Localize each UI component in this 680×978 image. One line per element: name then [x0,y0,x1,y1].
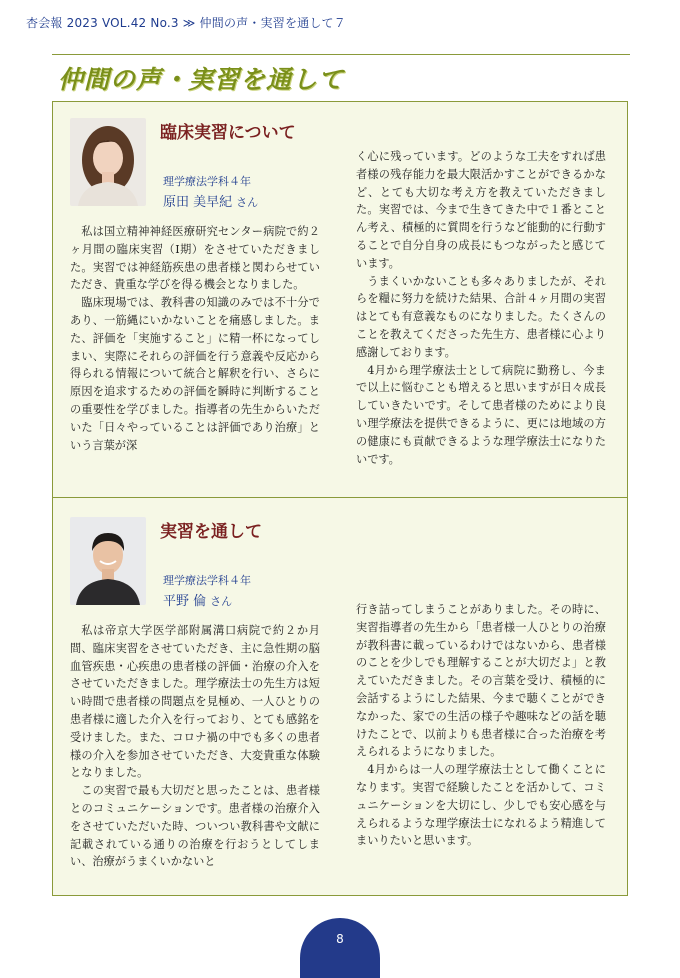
paragraph: 私は帝京大学医学部附属溝口病院で約２か月間、臨床実習をさせていただき、主に急性期の脳血管疾患・心疾患の患者様の評価・治療の介入をさせていただきました。理学療法士の先生方は短い時間で患者様の問題点を見極め、一人ひとりの患者様に適した介入を行っており、とても感銘を受けました。また、コロナ禍の中でも多くの患者様の介入を参加させていただき、大変貴重な体験となりました。 [70,624,320,780]
author-department: 理学療法学科４年 [163,175,251,188]
author-name-text: 原田 美早紀 [163,195,233,210]
author-department: 理学療法学科４年 [163,574,251,587]
article-heading: 実習を通して [160,522,262,542]
article-panel-1 [52,101,628,498]
paragraph: 臨床現場では、教科書の知識のみでは不十分であり、一筋縄にいかないことを痛感しました。また、評価を「実施すること」に精一杯になってしまい、実際にそれらの評価を行う意義や反応から得られる情報について統合と解釈を行い、さらに原因を追求するための評価を瞬時に判断することの重要性を学びました。指導者の先生からいただいた「日々やっていることは評価であり治療」という言葉が深 [70,296,320,452]
running-header: 杏会報 2023 VOL.42 No.3 ≫ 仲間の声・実習を通して７ [26,16,346,30]
article-heading: 臨床実習について [160,123,296,143]
paragraph: 4月から理学療法士として病院に勤務し、今まで以上に悩むことも増えると思いますが日々成長していきたいです。そして患者様のためにより良い理学療法を提供できるように、更には地域の方の健康にも貢献できるような理学療法士になりたいです。 [356,363,606,466]
paragraph: 4月からは一人の理学療法士として働くことになります。実習で経験したことを活かして、コミュニケーションを大切にし、少しでも安心感を与えられるような理学療法士になれるよう精進してまいりたいと思います。 [356,763,606,848]
article-column-right [356,601,606,850]
honorific: さん [210,595,233,608]
paragraph: 私は国立精神神経医療研究センター病院で約２ヶ月間の臨床実習（Ⅰ期）をさせていただきました。実習では神経筋疾患の患者様と関わらせていただき、貴重な学びを得る機会となりました。 [70,225,320,292]
paragraph: この実習で最も大切だと思ったことは、患者様とのコミュニケーションです。患者様の治療介入をさせていただいた時、ついつい教科書や文献に記載されている通りの治療を行おうとしてしまい、治療がうまくいかないと [70,784,320,869]
paragraph: 行き詰ってしまうことがありました。その時に、実習指導者の先生から「患者様一人ひとりの治療が教科書に載っているわけではないから、患者様のことを少しでも理解することが大切だよ」と教えていただきました。その言葉を受け、積極的に会話するようにした結果、今まで聴くことができなかった、家での生活の様子や趣味などの話を聴けたことで、以前よりも患者様に合った治療を考えられるようになりました。 [356,603,606,759]
paragraph: く心に残っています。どのような工夫をすれば患者様の残存能力を最大限活かすことができるかなど、とても大切な考え方を教えていただきました。実習では、今まで生きてきた中で１番とことん考え、積極的に質問を行うなど能動的に行動することで自分自身の成長にもつながったと感じています。 [356,150,606,270]
article-panel-2 [52,498,628,896]
author-name-text: 平野 倫 [163,594,207,609]
portrait-photo-2 [70,517,146,605]
article-column-right [356,148,606,468]
author-name [163,191,258,210]
page-number-tab [300,918,380,978]
page-number: 8 [336,932,344,946]
honorific: さん [236,196,259,209]
article-column-left [70,622,320,871]
page-title: 仲間の声・実習を通して [58,65,345,94]
article-column-left [70,223,320,454]
portrait-photo-1 [70,118,146,206]
author-name [163,590,232,609]
paragraph: うまくいかないことも多々ありましたが、それらを糧に努力を続けた結果、合計４ヶ月間の実習はとても有意義なものになりました。たくさんのことを教えてくださった先生方、患者様に心より感謝しております。 [356,274,606,359]
header-divider [52,54,630,55]
